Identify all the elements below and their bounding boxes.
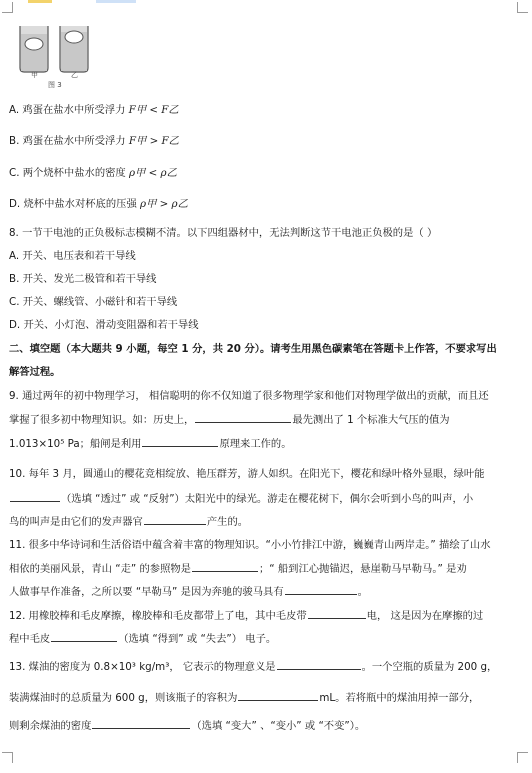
option-text: D. 烧杯中盐水对杯底的压强 <box>9 198 137 210</box>
q8-stem: 8. 一节干电池的正负极标志模糊不清。以下四组器材中，无法判断这节干电池正负极的是（ ） <box>9 227 438 239</box>
q13-text: mL。若将瓶中的煤油用掉一部分， <box>319 692 480 704</box>
q9-line-2 <box>9 412 504 427</box>
q13-text: 。一个空瓶的质量为 200 g， <box>361 661 498 673</box>
crop-mark <box>2 2 13 13</box>
option-math: F甲 < F乙 <box>128 104 179 116</box>
beaker-a-icon <box>20 26 48 72</box>
crop-mark <box>2 752 13 763</box>
q7-option-a <box>9 103 504 117</box>
answer-blank[interactable] <box>238 690 318 701</box>
q13-text: （选填 “变大” 、“变小” 或 “不变”）。 <box>191 720 366 732</box>
crop-mark <box>517 2 528 13</box>
answer-blank[interactable] <box>10 491 60 502</box>
q9-line-3 <box>9 436 504 451</box>
q13-text: 则剩余煤油的密度 <box>9 720 92 732</box>
answer-blank[interactable] <box>277 659 361 670</box>
q11-text: ；“ 船到江心抛锚迟，悬崖勒马早勒马。” 是劝 <box>258 563 467 575</box>
option-text: A. 鸡蛋在盐水中所受浮力 <box>9 104 126 116</box>
q8-option-d: D. 开关、小灯泡、滑动变阻器和若干导线 <box>9 319 199 331</box>
crop-mark <box>517 752 528 763</box>
option-math: ρ甲 > ρ乙 <box>140 198 188 210</box>
q9-text: 1.013×10⁵ Pa；船闸是利用 <box>9 438 142 450</box>
q11-line-1: 11. 很多中华诗词和生活俗语中蕴含着丰富的物理知识。“小小竹排江中游，巍巍青山两岸走。” 描绘了山水 <box>9 539 491 551</box>
q8-option-c: C. 开关、螺线管、小磁针和若干导线 <box>9 296 178 308</box>
q8-option-a: A. 开关、电压表和若干导线 <box>9 250 136 262</box>
q12-text: 电， 这是因为在摩擦的过 <box>366 610 484 622</box>
q8-option-b: B. 开关、发光二极管和若干导线 <box>9 273 157 285</box>
answer-blank[interactable] <box>308 608 366 619</box>
answer-blank[interactable] <box>144 514 206 525</box>
q12-text: 12. 用橡胶棒和毛皮摩擦，橡胶棒和毛皮都带上了电，其中毛皮带 <box>9 610 307 622</box>
answer-blank[interactable] <box>192 561 258 572</box>
header-fragment <box>28 0 52 3</box>
section-heading: 二、填空题（本大题共 9 小题，每空 1 分，共 20 分）。请考生用黑色碳素笔在答题卡上作答，不要求写出 <box>9 343 497 355</box>
option-text: C. 两个烧杯中盐水的密度 <box>9 167 126 179</box>
q9-text: 最先测出了 1 个标准大气压的值为 <box>292 414 450 426</box>
q10-line-1: 10. 每年 3 月，圆通山的樱花竞相绽放、艳压群芳，游人如织。在阳光下，樱花和绿叶格外显眼，绿叶能 <box>9 468 485 480</box>
section-heading-cont: 解答过程。 <box>9 366 61 378</box>
q10-text: 鸟的叫声是由它们的发声器官 <box>9 516 143 528</box>
q11-line-2 <box>9 561 504 576</box>
q9-text: 原理来工作的。 <box>219 438 292 450</box>
q12-text: 程中毛皮 <box>9 633 51 645</box>
q13-line-2 <box>9 690 504 705</box>
figure-label-b: 乙 <box>71 71 78 79</box>
option-text: B. 鸡蛋在盐水中所受浮力 <box>9 135 126 147</box>
q7-option-b <box>9 134 504 148</box>
q11-text: 人做事早作准备，之所以要 “早勒马” 是因为奔驰的骏马具有 <box>9 586 284 598</box>
q10-text: （选填 “透过” 或 “反射”）太阳光中的绿光。游走在樱花树下，偶尔会听到小鸟的叫声，小 <box>61 493 474 505</box>
q9-text: 掌握了很多初中物理知识。如：历史上， <box>9 414 195 426</box>
q12-line-1 <box>9 608 504 623</box>
header-fragment-2 <box>96 0 136 3</box>
option-math: F甲 > F乙 <box>128 135 179 147</box>
answer-blank[interactable] <box>92 718 190 729</box>
q12-text: （选填 “得到” 或 “失去”） 电子。 <box>118 633 277 645</box>
q10-text: 产生的。 <box>206 516 249 528</box>
q7-option-d <box>9 197 504 211</box>
answer-blank[interactable] <box>51 631 117 642</box>
q13-line-1 <box>9 659 504 674</box>
q13-text: 13. 煤油的密度为 0.8×10³ kg/m³， 它表示的物理意义是 <box>9 661 276 673</box>
q12-line-2 <box>9 631 504 646</box>
answer-blank[interactable] <box>195 412 291 423</box>
q11-text: 相依的美丽风景，青山 “走” 的参照物是 <box>9 563 191 575</box>
q7-option-c <box>9 166 504 180</box>
answer-blank[interactable] <box>142 436 218 447</box>
option-math: ρ甲 < ρ乙 <box>129 167 177 179</box>
q11-text: 。 <box>357 586 368 598</box>
q10-line-3 <box>9 514 504 529</box>
figure-caption: 图 3 <box>48 81 62 89</box>
q13-line-3 <box>9 718 504 733</box>
q10-line-2 <box>9 491 504 506</box>
q9-line-1: 9. 通过两年的初中物理学习， 相信聪明的你不仅知道了很多物理学家和他们对物理学做出的贡献，而且还 <box>9 390 489 402</box>
q11-line-3 <box>9 584 504 599</box>
answer-blank[interactable] <box>285 584 357 595</box>
figure-label-a: 甲 <box>31 71 38 79</box>
beaker-b-icon <box>60 26 88 72</box>
q13-text: 装满煤油时的总质量为 600 g，则该瓶子的容积为 <box>9 692 238 704</box>
